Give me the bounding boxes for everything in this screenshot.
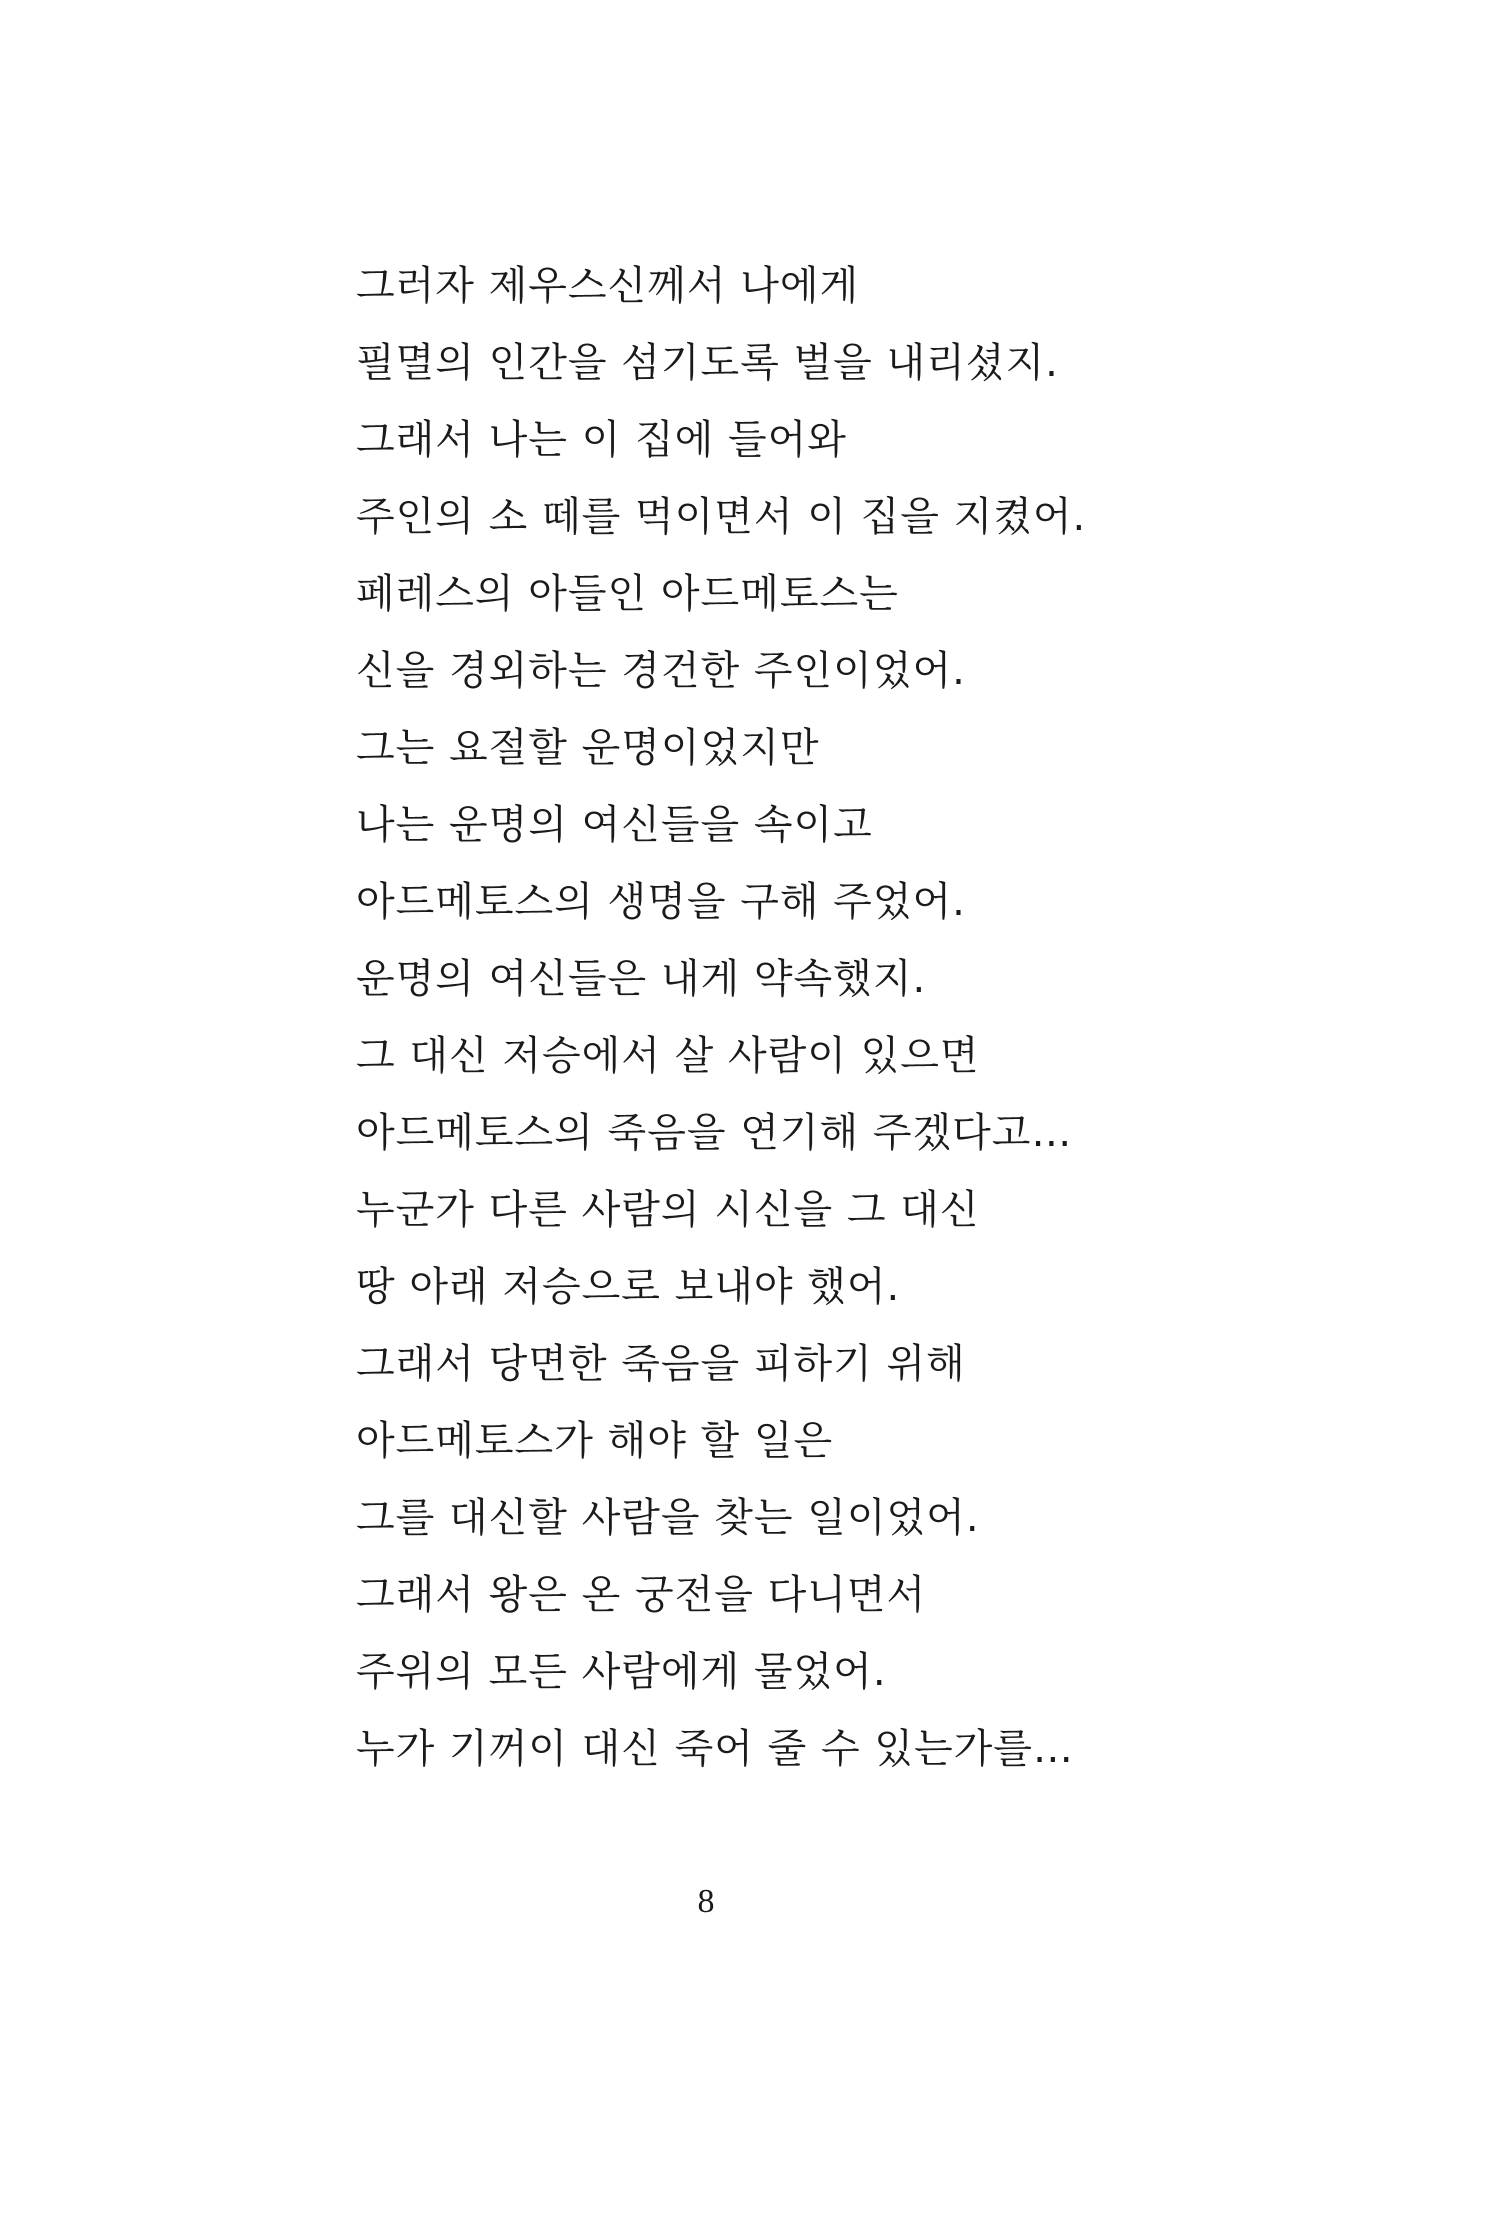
verse-line: 그러자 제우스신께서 나에게: [356, 263, 860, 309]
verse-text-block: [356, 248, 1356, 1788]
verse-line: 그를 대신할 사람을 찾는 일이었어.: [356, 1495, 980, 1541]
verse-line: 그래서 당면한 죽음을 피하기 위해: [356, 1341, 966, 1387]
verse-line: 주위의 모든 사람에게 물었어.: [356, 1649, 887, 1695]
verse-line: 필멸의 인간을 섬기도록 벌을 내리셨지.: [356, 340, 1059, 386]
page-number: 8: [697, 1883, 715, 1920]
verse-line: 아드메토스의 생명을 구해 주었어.: [356, 879, 966, 925]
verse-line: 그래서 나는 이 집에 들어와: [356, 417, 847, 463]
verse-line: 그래서 왕은 온 궁전을 다니면서: [356, 1572, 927, 1618]
verse-line: 나는 운명의 여신들을 속이고: [356, 802, 873, 848]
verse-line: 누가 기꺼이 대신 죽어 줄 수 있는가를…: [356, 1726, 1074, 1772]
verse-line: 아드메토스가 해야 할 일은: [356, 1418, 834, 1464]
verse-line: 그는 요절할 운명이었지만: [356, 725, 820, 771]
verse-line: 주인의 소 떼를 먹이면서 이 집을 지켰어.: [356, 494, 1087, 540]
verse-line: 누군가 다른 사람의 시신을 그 대신: [356, 1187, 980, 1233]
verse-line: 그 대신 저승에서 살 사람이 있으면: [356, 1033, 980, 1079]
verse-line: 아드메토스의 죽음을 연기해 주겠다고…: [356, 1110, 1073, 1156]
verse-line: 땅 아래 저승으로 보내야 했어.: [356, 1264, 901, 1310]
verse-line: 신을 경외하는 경건한 주인이었어.: [356, 648, 966, 694]
verse-line: 페레스의 아들인 아드메토스는: [356, 571, 899, 617]
verse-line: 운명의 여신들은 내게 약속했지.: [356, 956, 927, 1002]
